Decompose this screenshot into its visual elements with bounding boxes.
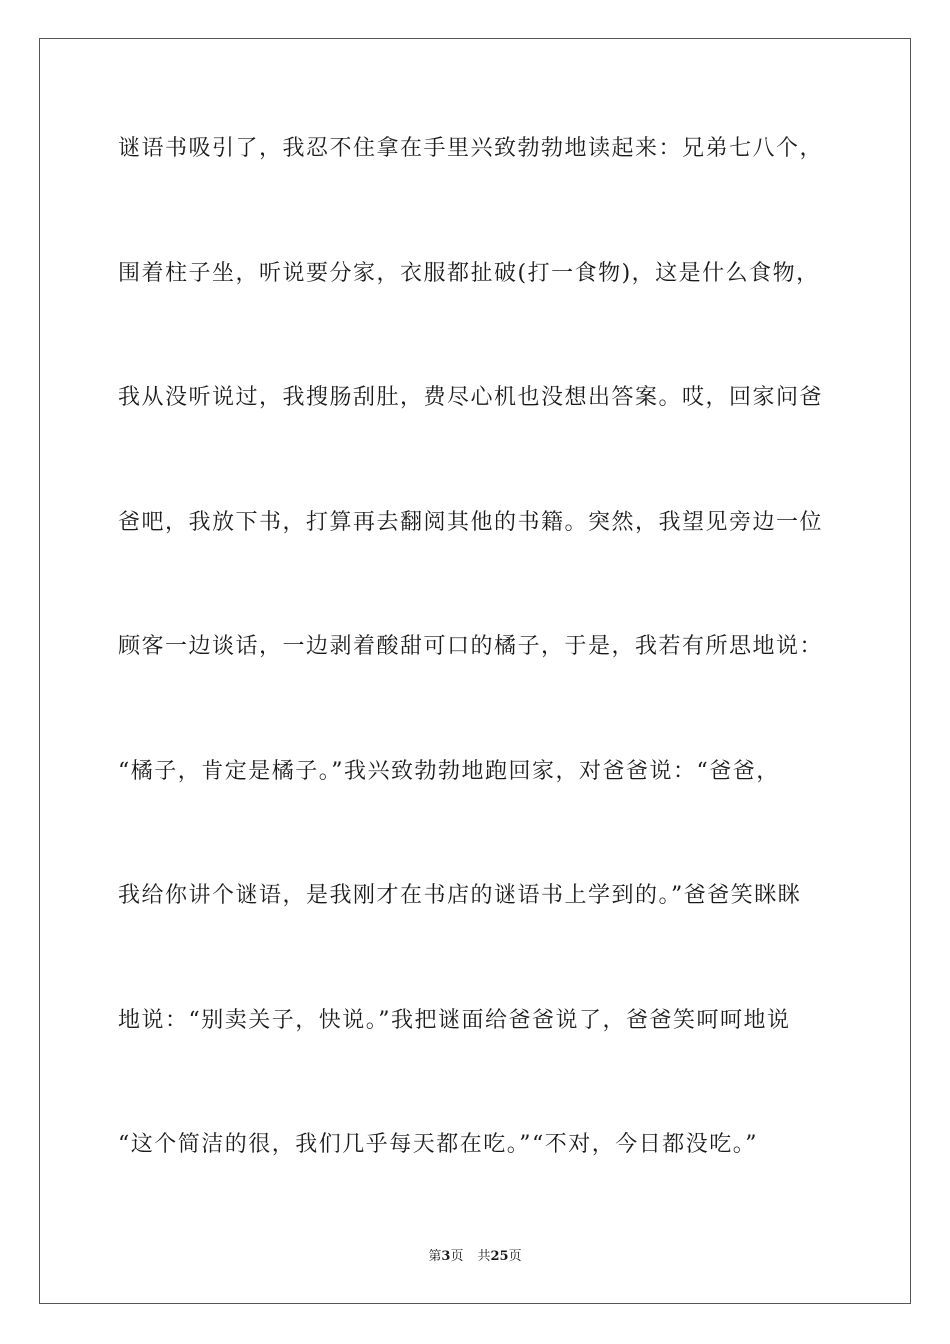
page-number: 3	[441, 1249, 451, 1264]
text-line: 我从没听说过，我搜肠刮肚，费尽心机也没想出答案。哎，回家问爸	[118, 385, 824, 410]
page-suffix: 页	[450, 1249, 464, 1264]
total-suffix: 页	[508, 1249, 522, 1264]
total-prefix: 共	[477, 1249, 491, 1264]
page-footer	[0, 1248, 950, 1266]
text-line: 顾客一边谈话，一边剥着酸甜可口的橘子，于是，我若有所思地说：	[118, 634, 824, 659]
total-pages: 25	[490, 1249, 509, 1264]
text-line: “橘子，肯定是橘子。”我兴致勃勃地跑回家，对爸爸说：“爸爸，	[118, 758, 780, 784]
text-line: 地说：“别卖关子，快说。”我把谜面给爸爸说了，爸爸笑呵呵地说	[118, 1007, 791, 1033]
text-line: 爸吧，我放下书，打算再去翻阅其他的书籍。突然，我望见旁边一位	[118, 509, 824, 535]
document-body	[118, 133, 838, 1254]
page-prefix: 第	[428, 1249, 442, 1264]
text-line: 围着柱子坐，听说要分家，衣服都扯破(打一食物)，这是什么食物，	[118, 260, 820, 286]
text-line: “这个简洁的很，我们几乎每天都在吃。”“不对，今日都没吃。”	[118, 1132, 758, 1157]
text-line: 我给你讲个谜语，是我刚才在书店的谜语书上学到的。”爸爸笑眯眯	[118, 883, 802, 908]
text-line: 谜语书吸引了，我忍不住拿在手里兴致勃勃地读起来：兄弟七八个，	[118, 136, 824, 161]
